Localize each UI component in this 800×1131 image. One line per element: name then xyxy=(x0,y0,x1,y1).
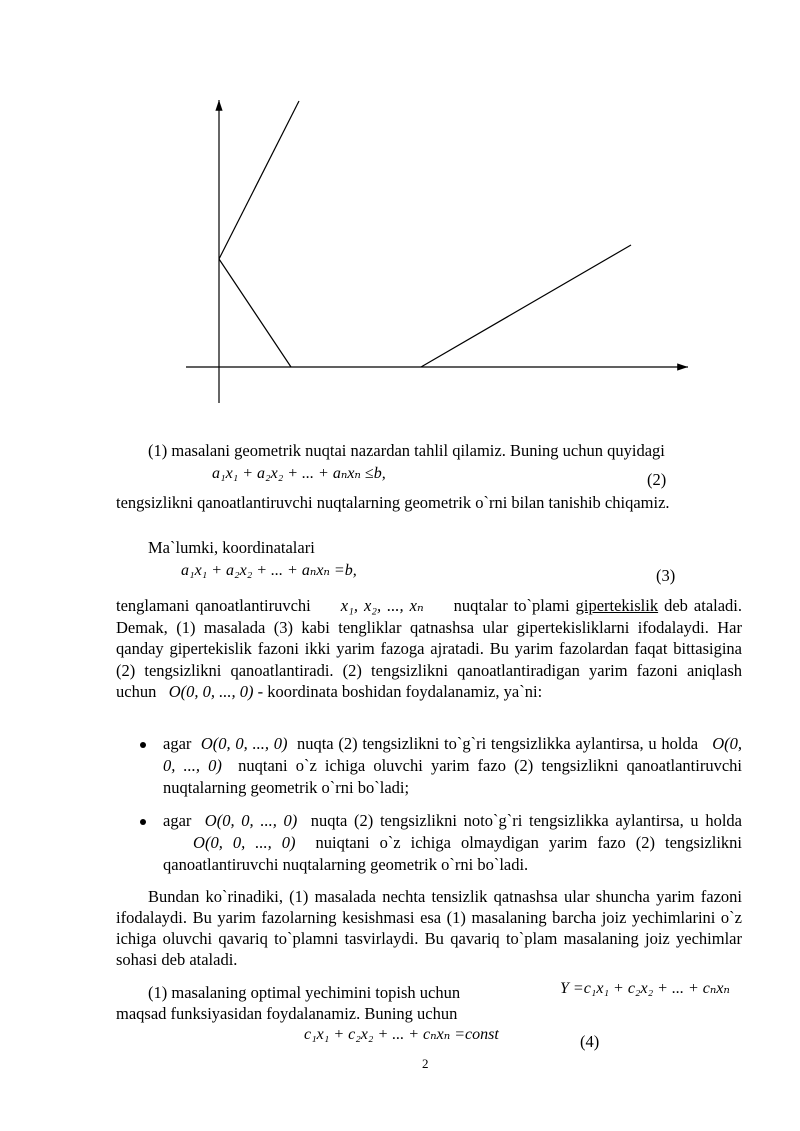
paragraph-maqsad: maqsad funksiyasidan foydalanamiz. Buning uchun xyxy=(116,1004,458,1023)
line-segment xyxy=(219,259,291,367)
equation-4: c₁x₁ + c₂x₂ + ... + cₙxₙ =const xyxy=(304,1026,499,1043)
text-deb-ataladi: deb ataladi. Demak, (1) masalada (3) kabi tengliklar qatnashsa ular gipertekisliklarni ifodalaydi. Har qanday gipertekislik fazoni ikki yarim fazoga ajratadi. Bu yarim fazolardan faqat bittasigina (2) tengsizlikni qanoatlantiradi. (2) tengsizlikni qanoatlantiradigan yarim fazoni aniqlash uchun xyxy=(116,596,743,701)
bullet-item-1 xyxy=(163,733,742,799)
text-nuqtalar: nuqtalar to`plami xyxy=(453,596,570,615)
equation-3: a₁x₁ + a₂x₂ + ... + aₙxₙ =b, xyxy=(181,562,357,579)
b2-holda: holda xyxy=(705,811,743,830)
equation-2: a₁x₁ + a₂x₂ + ... + aₙxₙ ≤b, xyxy=(212,465,386,482)
paragraph-gipertekislik xyxy=(116,595,742,703)
equation-4-number: (4) xyxy=(580,1032,600,1051)
b2-text: nuqta (2) tengsizlikni noto`g`ri tengsizlikka aylantirsa, u xyxy=(310,811,699,830)
bullet-1 xyxy=(140,742,146,748)
math-variables: x₁, x₂, ..., xₙ xyxy=(340,596,424,615)
paragraph-malumki: Ma`lumki, koordinatalari xyxy=(148,538,315,557)
b1-holda: holda xyxy=(661,734,699,753)
term-gipertekislik: gipertekislik xyxy=(575,596,659,615)
b1-text-2: nuqtani o`z ichiga oluvchi yarim fazo (2) tengsizlikni xyxy=(238,756,619,775)
b1-origin-2: O(0, 0, ..., 0) xyxy=(163,734,743,775)
b1-text: nuqta (2) tengsizlikni to`g`ri tengsizlikka aylantirsa, u xyxy=(296,734,657,753)
paragraph-tengsizlik: tengsizlikni qanoatlantiruvchi nuqtalarning geometrik o`rni bilan tanishib chiqamiz. xyxy=(116,493,670,512)
geometric-figure xyxy=(180,95,700,415)
b2-origin-2: O(0, 0, ..., 0) xyxy=(193,833,296,852)
paragraph-bundan: Bundan ko`rinadiki, (1) masalada nechta tensizlik qatnashsa ular shuncha yarim fazoni ifodalaydi. Bu yarim fazolarning kesishmasi esa (1) masalaning barcha joiz yechimlarini o`z ichiga oluvchi qavariq to`plamni tasvirlaydi. Bu qavariq to`plam masalaning joiz yechimlar sohasi deb ataladi. xyxy=(116,887,742,969)
b1-agar: agar xyxy=(163,734,192,753)
bullet-item-2 xyxy=(163,810,742,876)
b2-origin: O(0, 0, ..., 0) xyxy=(204,811,298,830)
b2-agar: agar xyxy=(163,811,192,830)
math-origin: O(0, 0, ..., 0) xyxy=(168,682,254,701)
text-boshidan: boshidan foydalanamiz, ya`ni: xyxy=(341,682,543,701)
b1-origin: O(0, 0, ..., 0) xyxy=(200,734,288,753)
equation-3-number: (3) xyxy=(656,566,676,585)
paragraph-optimal: (1) masalaning optimal yechimini topish uchun xyxy=(148,983,461,1002)
text-tenglamani: tenglamani qanoatlantiruvchi xyxy=(116,596,311,615)
b1-text-3: qanoatlantiruvchi nuqtalarning geometrik o`rni bo`ladi; xyxy=(163,756,743,797)
equation-Y: Y =c₁x₁ + c₂x₂ + ... + cₙxₙ xyxy=(560,980,730,997)
line-upper-ray xyxy=(219,101,299,259)
b2-text-2: nuiqtani o`z ichiga olmaydigan yarim fazo (2) xyxy=(315,833,656,852)
equation-2-number: (2) xyxy=(647,470,667,489)
bullet-2 xyxy=(140,819,146,825)
page-number: 2 xyxy=(422,1056,429,1071)
b2-text-3: tengsizlikni qanoatlantiruvchi nuqtalarning geometrik o`rni bo`ladi. xyxy=(163,833,743,874)
text-koordinata: koordinata xyxy=(267,682,338,701)
paragraph-intro: (1) masalani geometrik nuqtai nazardan tahlil qilamiz. Buning uchun quyidagi xyxy=(148,441,665,460)
line-right-ray xyxy=(421,245,631,367)
text-dash: - xyxy=(257,682,264,701)
